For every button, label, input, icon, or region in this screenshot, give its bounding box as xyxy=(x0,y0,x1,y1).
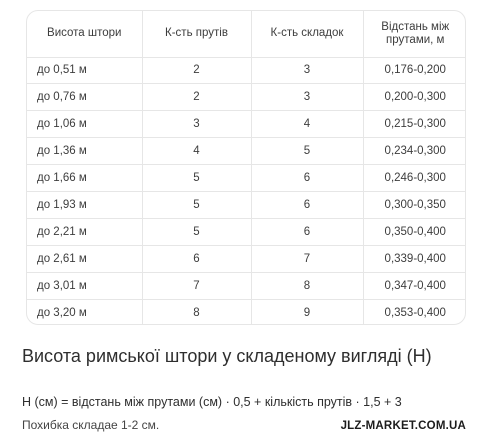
table-row xyxy=(27,111,466,138)
site-watermark: JLZ-MARKET.COM.UA xyxy=(340,420,466,432)
header-curtain-height: Висота штори xyxy=(27,11,142,57)
cell-curtain-height: до 2,61 м xyxy=(27,245,142,272)
table-header-row xyxy=(27,11,466,57)
table-row xyxy=(27,57,466,84)
cell-fold-count: 8 xyxy=(251,272,363,299)
cell-curtain-height: до 1,66 м xyxy=(27,165,142,192)
cell-fold-count: 7 xyxy=(251,245,363,272)
cell-rod-count: 5 xyxy=(142,165,251,192)
cell-rod-spacing: 0,176-0,200 xyxy=(363,57,466,84)
cell-fold-count: 4 xyxy=(251,111,363,138)
table-row xyxy=(27,299,466,325)
table-row xyxy=(27,272,466,299)
cell-curtain-height: до 2,21 м xyxy=(27,218,142,245)
cell-fold-count: 5 xyxy=(251,138,363,165)
cell-curtain-height: до 0,51 м xyxy=(27,57,142,84)
curtain-table-card xyxy=(26,10,466,325)
table-row xyxy=(27,165,466,192)
table-row xyxy=(27,138,466,165)
cell-rod-count: 2 xyxy=(142,57,251,84)
cell-rod-count: 3 xyxy=(142,111,251,138)
cell-rod-count: 2 xyxy=(142,84,251,111)
cell-rod-spacing: 0,339-0,400 xyxy=(363,245,466,272)
table-row xyxy=(27,84,466,111)
cell-rod-spacing: 0,215-0,300 xyxy=(363,111,466,138)
cell-rod-count: 6 xyxy=(142,245,251,272)
tolerance-note: Похибка складае 1-2 см. xyxy=(22,418,160,432)
cell-curtain-height: до 1,36 м xyxy=(27,138,142,165)
cell-rod-spacing: 0,353-0,400 xyxy=(384,306,446,319)
table-row xyxy=(27,245,466,272)
cell-rod-count: 5 xyxy=(142,191,251,218)
cell-fold-count: 3 xyxy=(251,84,363,111)
header-rod-count: К-сть прутів xyxy=(142,11,251,57)
cell-rod-spacing: 0,234-0,300 xyxy=(363,138,466,165)
cell-rod-count: 4 xyxy=(142,138,251,165)
height-formula: Н (см) = відстань між прутами (см) · 0,5 + кількість прутів · 1,5 + 3 xyxy=(22,395,402,409)
cell-rod-spacing: 0,246-0,300 xyxy=(363,165,466,192)
cell-fold-count: 6 xyxy=(251,191,363,218)
cell-curtain-height: до 3,01 м xyxy=(27,272,142,299)
cell-rod-spacing: 0,200-0,300 xyxy=(363,84,466,111)
cell-curtain-height: до 1,06 м xyxy=(27,111,142,138)
cell-rod-spacing: 0,347-0,400 xyxy=(363,272,466,299)
header-fold-count: К-сть складок xyxy=(251,11,363,57)
table-body xyxy=(27,57,466,325)
cell-rod-spacing: 0,300-0,350 xyxy=(363,191,466,218)
header-rod-spacing: Відстань між прутами, м xyxy=(363,11,466,57)
cell-rod-count: 5 xyxy=(142,218,251,245)
cell-fold-count: 9 xyxy=(251,299,363,325)
cell-curtain-height: до 3,20 м xyxy=(27,299,142,325)
curtain-parameters-table xyxy=(27,11,466,325)
cell-fold-count: 3 xyxy=(251,57,363,84)
cell-fold-count: 6 xyxy=(251,165,363,192)
cell-curtain-height: до 0,76 м xyxy=(27,84,142,111)
cell-rod-count: 7 xyxy=(142,272,251,299)
cell-rod-count: 8 xyxy=(142,299,251,325)
cell-fold-count: 6 xyxy=(251,218,363,245)
folded-height-heading: Висота римської штори у складеному вигляді (Н) xyxy=(22,346,432,366)
table-row xyxy=(27,218,466,245)
cell-curtain-height: до 1,93 м xyxy=(27,191,142,218)
table-row xyxy=(27,191,466,218)
cell-rod-spacing: 0,350-0,400 xyxy=(363,218,466,245)
